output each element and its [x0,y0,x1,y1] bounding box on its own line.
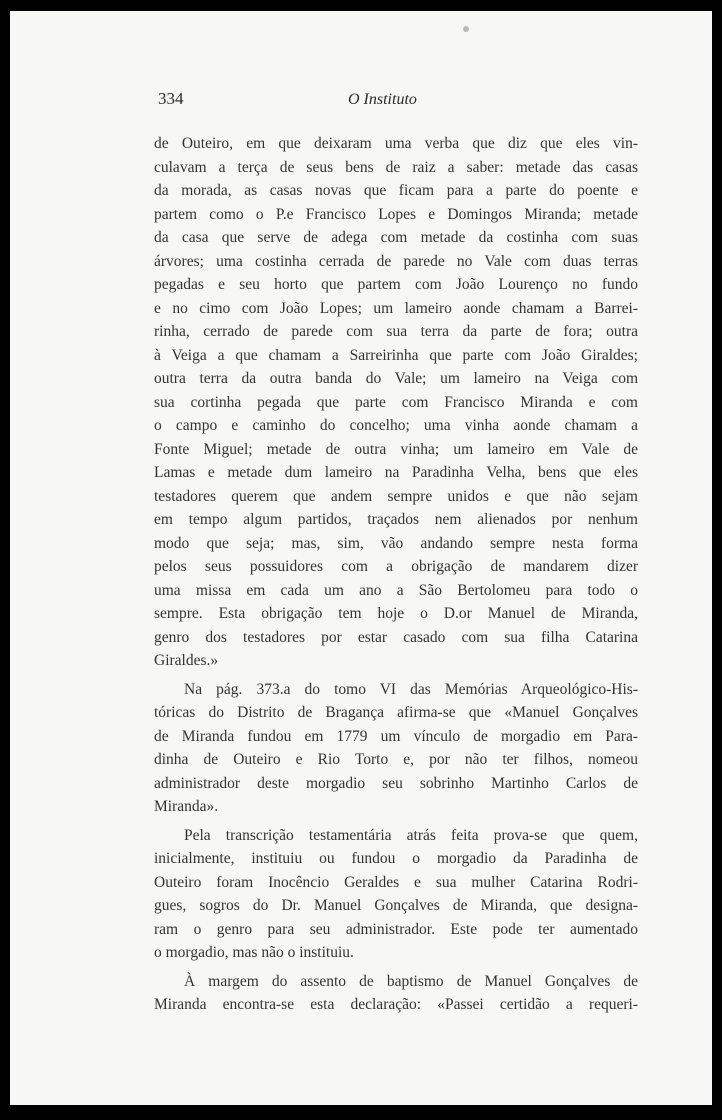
text-line: inicialmente, instituiu ou fundou o morgadio da Paradinha de [154,850,638,867]
text-line: Miranda». [154,798,219,815]
text-line: o morgadio, mas não o instituiu. [154,944,354,961]
text-line: da morada, as casas novas que ficam para a parte do poente e [154,182,638,199]
paragraph-memorias-citation [154,678,638,819]
text-line: Outeiro foram Inocêncio Geraldes e sua mulher Catarina Rodri- [154,873,638,891]
text-line: partem como o P.e Francisco Lopes e Domingos Miranda; metade [154,205,638,223]
text-line: testadores querem que andem sempre unidos e que não sejam [154,487,638,505]
text-line: pelos seus possuidores com a obrigação de mandarem dizer [154,558,638,575]
text-line: genro dos testadores por estar casado com sua filha Catarina [154,628,638,646]
text-line: Giraldes.» [154,652,219,669]
text-line: tóricas do Distrito de Bragança afirma-se que «Manuel Gonçalves [154,704,638,721]
text-line: dinha de Outeiro e Rio Torto e, por não ter filhos, nomeou [154,751,638,768]
text-line: Miranda encontra-se esta declaração: «Passei certidão a requeri- [154,996,638,1013]
text-line: árvores; uma costinha cerrada de parede no Vale com duas terras [154,252,638,270]
running-title: O Instituto [348,91,417,108]
paragraph-testament-quote [154,132,638,673]
text-line: pegadas e seu horto que partem com João Lourenço no fundo [154,276,638,293]
page-header [158,89,638,113]
text-line: de Miranda fundou em 1779 um vínculo de morgadio em Para- [154,727,638,745]
text-line: da casa que serve de adega com metade da costinha com suas [154,229,638,246]
paper-speck [463,26,469,32]
text-line: ram o genro para seu administrador. Este pode ter aumentado [154,920,638,938]
paragraph-baptism-note [154,970,638,1017]
text-line: em tempo algum partidos, traçados nem alienados por nenhum [154,511,638,528]
book-page [10,11,712,1105]
page-number: 334 [158,89,184,108]
text-line: sempre. Esta obrigação tem hoje o D.or Manuel de Miranda, [154,605,638,622]
text-line: de Outeiro, em que deixaram uma verba que diz que eles vin- [154,135,638,152]
text-line: e no cimo com João Lopes; um lameiro aonde chamam a Barrei- [154,299,638,317]
text-line: uma missa em cada um ano a São Bertolomeu para todo o [154,581,638,599]
text-line: culavam a terça de seus bens de raiz a saber: metade das casas [154,158,638,176]
text-line: sua cortinha pegada que parte com Francisco Miranda e com [154,393,638,411]
text-line: gues, sogros do Dr. Manuel Gonçalves de Miranda, que designa- [154,897,638,914]
text-line: rinha, cerrado de parede com sua terra da parte de fora; outra [154,323,638,340]
text-line: Pela transcrição testamentária atrás feita prova-se que quem, [184,826,638,844]
text-line: modo que seja; mas, sim, vão andando sempre nesta forma [154,534,638,552]
text-line: Na pág. 373.a do tomo VI das Memórias Arqueológico-His- [184,680,638,698]
paragraph-testament-proof [154,824,638,965]
text-line: o campo e caminho do concelho; uma vinha aonde chamam a [154,417,638,434]
text-line: À margem do assento de baptismo de Manuel Gonçalves de [184,972,638,990]
text-line: à Veiga a que chamam a Sarreirinha que parte com João Giraldes; [154,346,638,364]
text-line: Fonte Miguel; metade de outra vinha; um lameiro em Vale de [154,440,638,458]
text-line: administrador deste morgadio seu sobrinho Martinho Carlos de [154,774,638,792]
page-body [154,132,638,1017]
text-line: outra terra da outra banda do Vale; um lameiro na Veiga com [154,370,638,387]
text-line: Lamas e metade dum lameiro na Paradinha Velha, bens que eles [154,464,638,481]
